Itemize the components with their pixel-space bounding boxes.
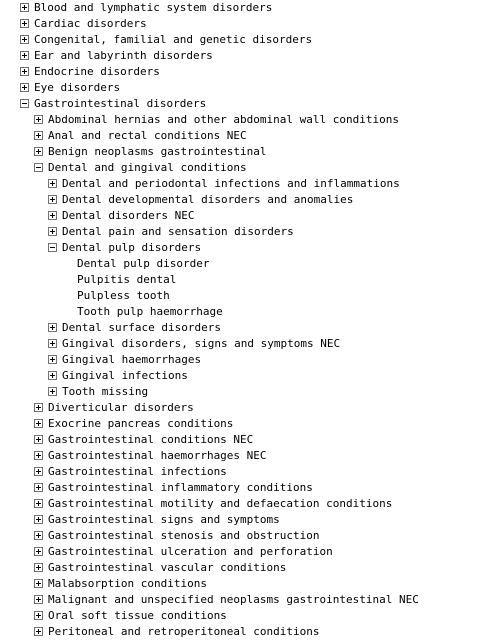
expand-icon[interactable] [48,339,57,348]
tree-item-label[interactable]: Exocrine pancreas conditions [48,417,234,430]
tree-item-label[interactable]: Gastrointestinal haemorrhages NEC [48,449,267,462]
tree-row[interactable] [0,80,490,96]
tree-row[interactable] [0,432,490,448]
tree-row[interactable] [0,368,490,384]
tree-row[interactable] [0,496,490,512]
tree-item-label[interactable]: Gastrointestinal disorders [34,97,207,110]
expand-icon[interactable] [20,67,29,76]
tree-row[interactable] [0,192,490,208]
expand-icon[interactable] [34,451,43,460]
expand-icon[interactable] [34,563,43,572]
tree-item-label[interactable]: Dental and gingival conditions [48,161,247,174]
tree-row[interactable] [0,64,490,80]
tree-leaf[interactable] [0,256,490,272]
expand-icon[interactable] [20,3,29,12]
tree-row[interactable] [0,208,490,224]
tree-item-label[interactable]: Gastrointestinal ulceration and perforation [48,545,333,558]
tree-row[interactable] [0,128,490,144]
collapse-icon[interactable] [34,163,43,172]
tree-row[interactable] [0,336,490,352]
tree-item-label[interactable]: Abdominal hernias and other abdominal wall conditions [48,113,399,126]
expand-icon[interactable] [34,483,43,492]
tree-item-label[interactable]: Blood and lymphatic system disorders [34,1,273,14]
tree-item-label[interactable]: Gastrointestinal signs and symptoms [48,513,280,526]
tree-item-label[interactable]: Gastrointestinal inflammatory conditions [48,481,313,494]
expand-icon[interactable] [20,35,29,44]
expand-icon[interactable] [48,211,57,220]
tree-row[interactable] [0,464,490,480]
tree-item-label[interactable]: Dental developmental disorders and anomalies [62,193,354,206]
tree-item-label[interactable]: Cardiac disorders [34,17,147,30]
expand-icon[interactable] [34,531,43,540]
tree-row[interactable] [0,0,490,16]
tree-row[interactable] [0,480,490,496]
expand-icon[interactable] [20,19,29,28]
tree-row[interactable] [0,160,490,176]
tree-row[interactable] [0,400,490,416]
tree-item-label[interactable]: Endocrine disorders [34,65,160,78]
expand-icon[interactable] [34,579,43,588]
tree-row[interactable] [0,624,490,640]
tree-item-label[interactable]: Eye disorders [34,81,121,94]
tree-item-label[interactable]: Gastrointestinal infections [48,465,227,478]
tree-item-label[interactable]: Pulpless tooth [77,289,170,302]
tree-item-label[interactable]: Gastrointestinal vascular conditions [48,561,287,574]
tree-item-label[interactable]: Anal and rectal conditions NEC [48,129,247,142]
tree-item-label[interactable]: Gastrointestinal stenosis and obstruction [48,529,320,542]
tree-item-label[interactable]: Congenital, familial and genetic disorders [34,33,313,46]
tree-row[interactable] [0,48,490,64]
tree-row[interactable] [0,224,490,240]
tree-row[interactable] [0,384,490,400]
expand-icon[interactable] [34,131,43,140]
tree-item-label[interactable]: Dental pain and sensation disorders [62,225,294,238]
tree-item-label[interactable]: Ear and labyrinth disorders [34,49,213,62]
tree-row[interactable] [0,608,490,624]
expand-icon[interactable] [34,627,43,636]
tree-item-label[interactable]: Malabsorption conditions [48,577,207,590]
expand-icon[interactable] [34,115,43,124]
tree-row[interactable] [0,32,490,48]
expand-icon[interactable] [48,355,57,364]
expand-icon[interactable] [34,147,43,156]
tree-item-label[interactable]: Gingival infections [62,369,188,382]
expand-icon[interactable] [48,227,57,236]
collapse-icon[interactable] [20,99,29,108]
tree-row[interactable] [0,592,490,608]
tree-item-label[interactable]: Benign neoplasms gastrointestinal [48,145,267,158]
tree-item-label[interactable]: Dental and periodontal infections and inflammations [62,177,400,190]
tree-item-label[interactable]: Dental surface disorders [62,321,221,334]
expand-icon[interactable] [48,195,57,204]
tree-row[interactable] [0,240,490,256]
expand-icon[interactable] [48,371,57,380]
expand-icon[interactable] [34,419,43,428]
tree-item-label[interactable]: Peritoneal and retroperitoneal conditions [48,625,320,638]
tree-row[interactable] [0,144,490,160]
expand-icon[interactable] [34,435,43,444]
tree-item-label[interactable]: Oral soft tissue conditions [48,609,227,622]
expand-icon[interactable] [34,499,43,508]
tree-row[interactable] [0,16,490,32]
tree-row[interactable] [0,416,490,432]
tree-row[interactable] [0,320,490,336]
tree-item-label[interactable]: Pulpitis dental [77,273,177,286]
tree-item-label[interactable]: Gastrointestinal motility and defaecation conditions [48,497,393,510]
tree-row[interactable] [0,528,490,544]
tree-item-label[interactable]: Malignant and unspecified neoplasms gastrointestinal NEC [48,593,419,606]
tree-item-label[interactable]: Diverticular disorders [48,401,194,414]
tree-item-label[interactable]: Gingival disorders, signs and symptoms NEC [62,337,341,350]
tree-row[interactable] [0,576,490,592]
collapse-icon[interactable] [48,243,57,252]
tree-row[interactable] [0,544,490,560]
expand-icon[interactable] [34,611,43,620]
expand-icon[interactable] [20,83,29,92]
tree-item-label[interactable]: Dental pulp disorder [77,257,210,270]
tree-item-label[interactable]: Dental pulp disorders [62,241,202,254]
expand-icon[interactable] [48,323,57,332]
tree-row[interactable] [0,512,490,528]
tree-leaf[interactable] [0,272,490,288]
tree-item-label[interactable]: Gastrointestinal conditions NEC [48,433,254,446]
tree-row[interactable] [0,352,490,368]
tree-leaf[interactable] [0,288,490,304]
tree-row[interactable] [0,112,490,128]
tree-row[interactable] [0,448,490,464]
expand-icon[interactable] [34,547,43,556]
expand-icon[interactable] [34,515,43,524]
tree-item-label[interactable]: Tooth missing [62,385,149,398]
expand-icon[interactable] [48,179,57,188]
tree-item-label[interactable]: Gingival haemorrhages [62,353,202,366]
tree-row[interactable] [0,560,490,576]
tree-leaf[interactable] [0,304,490,320]
expand-icon[interactable] [34,403,43,412]
expand-icon[interactable] [34,467,43,476]
expand-icon[interactable] [20,51,29,60]
expand-icon[interactable] [34,595,43,604]
tree-item-label[interactable]: Dental disorders NEC [62,209,195,222]
tree-item-label[interactable]: Tooth pulp haemorrhage [77,305,223,318]
tree-row[interactable] [0,176,490,192]
tree-row[interactable] [0,96,490,112]
expand-icon[interactable] [48,387,57,396]
